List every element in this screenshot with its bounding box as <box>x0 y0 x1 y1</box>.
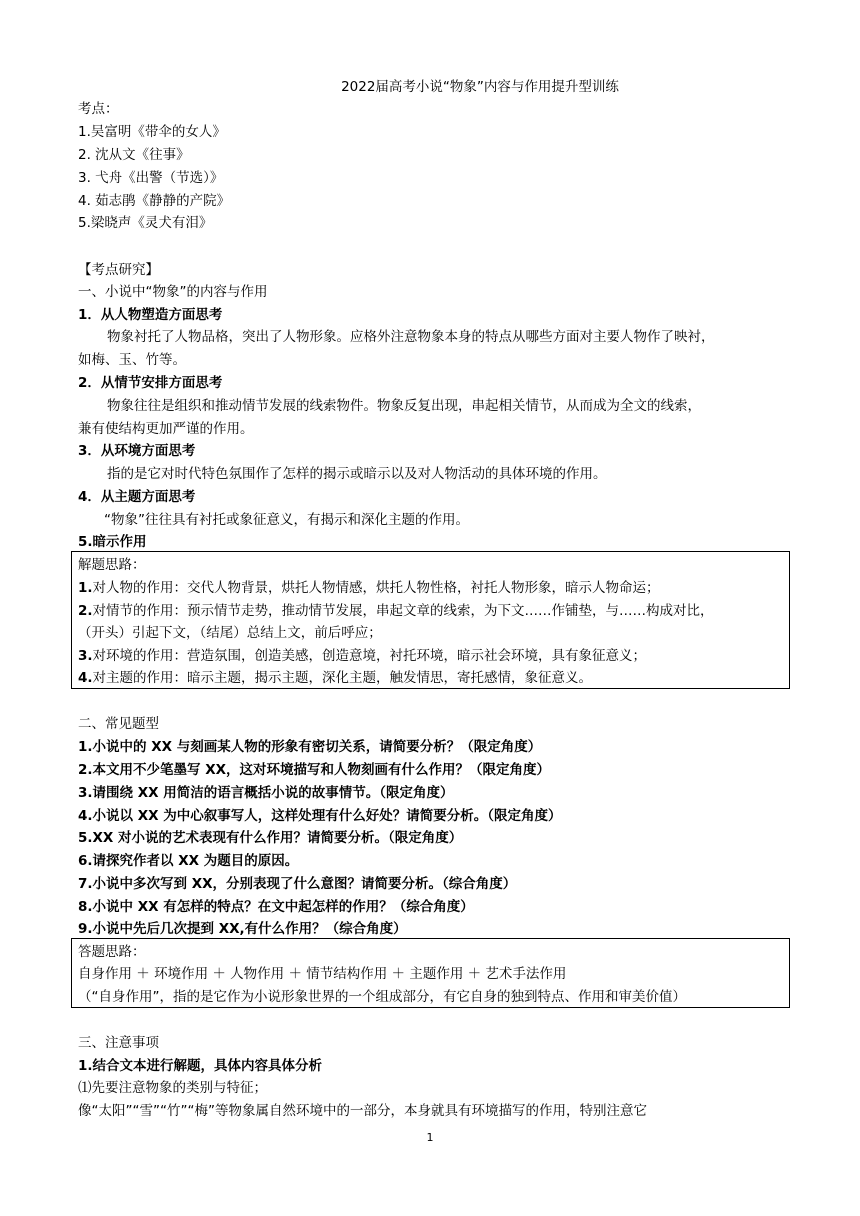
solution-line-1-num: 1. <box>78 580 93 596</box>
point4-text: “物象”往往具有衬托或象征意义，有揭示和深化主题的作用。 <box>104 512 469 528</box>
point1-text: 物象衬托了人物品格，突出了人物形象。应格外注意物象本身的特点从哪些方面对主要人物作了映衬， <box>107 329 715 345</box>
point1-text-cont: 如梅、玉、竹等。 <box>78 352 186 368</box>
section1-heading: 一、小说中“物象”的内容与作用 <box>78 284 268 300</box>
solution-line-2-num: 2. <box>78 603 93 619</box>
answer-formula: 自身作用 ＋ 环境作用 ＋ 人物作用 ＋ 情节结构作用 ＋ 主题作用 ＋ 艺术手法作用 <box>78 966 567 982</box>
kaodian-item: 2. 沈从文《往事》 <box>78 147 190 163</box>
solution-idea-label: 解题思路： <box>78 557 146 573</box>
point2-text: 物象往往是组织和推动情节发展的线索物件。物象反复出现，串起相关情节，从而成为全文的线索， <box>107 398 701 414</box>
point3-text: 指的是它对时代特色氛围作了怎样的揭示或暗示以及对人物活动的具体环境的作用。 <box>107 466 607 482</box>
solution-line-2-text: 对情节的作用：预示情节走势，推动情节发展，串起文章的线索，为下文……作铺垫，与……构成对比， <box>92 603 714 619</box>
question-item: 1.小说中的 XX 与刻画某人物的形象有密切关系，请简要分析？（限定角度） <box>78 739 542 755</box>
kaodian-label: 考点： <box>78 101 119 117</box>
section3-heading: 三、注意事项 <box>78 1035 159 1051</box>
question-item: 9.小说中先后几次提到 XX,有什么作用？（综合角度） <box>78 921 407 937</box>
solution-line-4 <box>78 667 592 689</box>
section2-heading: 二、常见题型 <box>78 716 159 732</box>
kaodian-item: 5.梁晓声《灵犬有泪》 <box>78 215 213 231</box>
solution-line-2 <box>78 600 714 622</box>
page-number: 1 <box>426 1131 434 1144</box>
question-item: 6.请探究作者以 XX 为题目的原因。 <box>78 853 299 869</box>
answer-note: （“自身作用”，指的是它作为小说形象世界的一个组成部分，有它自身的独到特点、作用和审美价值） <box>78 989 686 1005</box>
section-research-heading: 【考点研究】 <box>78 262 159 278</box>
answer-idea-label: 答题思路： <box>78 944 146 960</box>
solution-line-4-text: 对主题的作用：暗示主题，揭示主题，深化主题，触发情思，寄托感情，象征意义。 <box>92 670 593 686</box>
solution-line-2-cont: （开头）引起下文，（结尾）总结上文，前后呼应； <box>78 625 382 641</box>
solution-line-4-num: 4. <box>78 670 93 686</box>
notice-subpoint-1: ⑴先要注意物象的类别与特征； <box>78 1080 267 1096</box>
solution-line-1-text: 对人物的作用：交代人物背景，烘托人物情感，烘托人物性格，衬托人物形象，暗示人物命运； <box>92 580 660 596</box>
question-item: 2.本文用不少笔墨写 XX，这对环境描写和人物刻画有什么作用？（限定角度） <box>78 762 551 778</box>
point4-heading: 4．从主题方面思考 <box>78 489 196 505</box>
question-item: 5.XX 对小说的艺术表现有什么作用？请简要分析。（限定角度） <box>78 830 463 846</box>
kaodian-item: 1.吴富明《带伞的女人》 <box>78 124 226 140</box>
question-item: 8.小说中 XX 有怎样的特点？在文中起怎样的作用？（综合角度） <box>78 899 474 915</box>
question-item: 4.小说以 XX 为中心叙事写人，这样处理有什么好处？请简要分析。（限定角度） <box>78 808 562 824</box>
kaodian-item: 3. 弋舟《出警（节选）》 <box>78 170 224 186</box>
solution-line-3 <box>78 645 646 667</box>
point2-heading: 2．从情节安排方面思考 <box>78 375 223 391</box>
question-item: 7.小说中多次写到 XX，分别表现了什么意图？请简要分析。（综合角度） <box>78 876 517 892</box>
kaodian-item: 4. 茹志鹃《静静的产院》 <box>78 193 231 209</box>
question-item: 3.请围绕 XX 用简洁的语言概括小说的故事情节。（限定角度） <box>78 785 454 801</box>
notice-point-1: 1.结合文本进行解题，具体内容具体分析 <box>78 1058 323 1074</box>
point2-text-cont: 兼有使结构更加严谨的作用。 <box>78 421 254 437</box>
solution-line-3-text: 对环境的作用：营造氛围，创造美感，创造意境，衬托环境，暗示社会环境，具有象征意义； <box>92 648 647 664</box>
solution-line-3-num: 3. <box>78 648 93 664</box>
notice-text: 像“太阳”“雪”“竹”“梅”等物象属自然环境中的一部分，本身就具有环境描写的作用，特别注意它 <box>78 1103 647 1119</box>
point5-heading <box>78 531 147 553</box>
point5-label: 5.暗示作用 <box>78 534 147 550</box>
document-title: 2022届高考小说“物象”内容与作用提升型训练 <box>341 79 619 95</box>
solution-line-1 <box>78 577 660 599</box>
point3-heading: 3．从环境方面思考 <box>78 443 196 459</box>
point1-heading: 1．从人物塑造方面思考 <box>78 307 223 323</box>
